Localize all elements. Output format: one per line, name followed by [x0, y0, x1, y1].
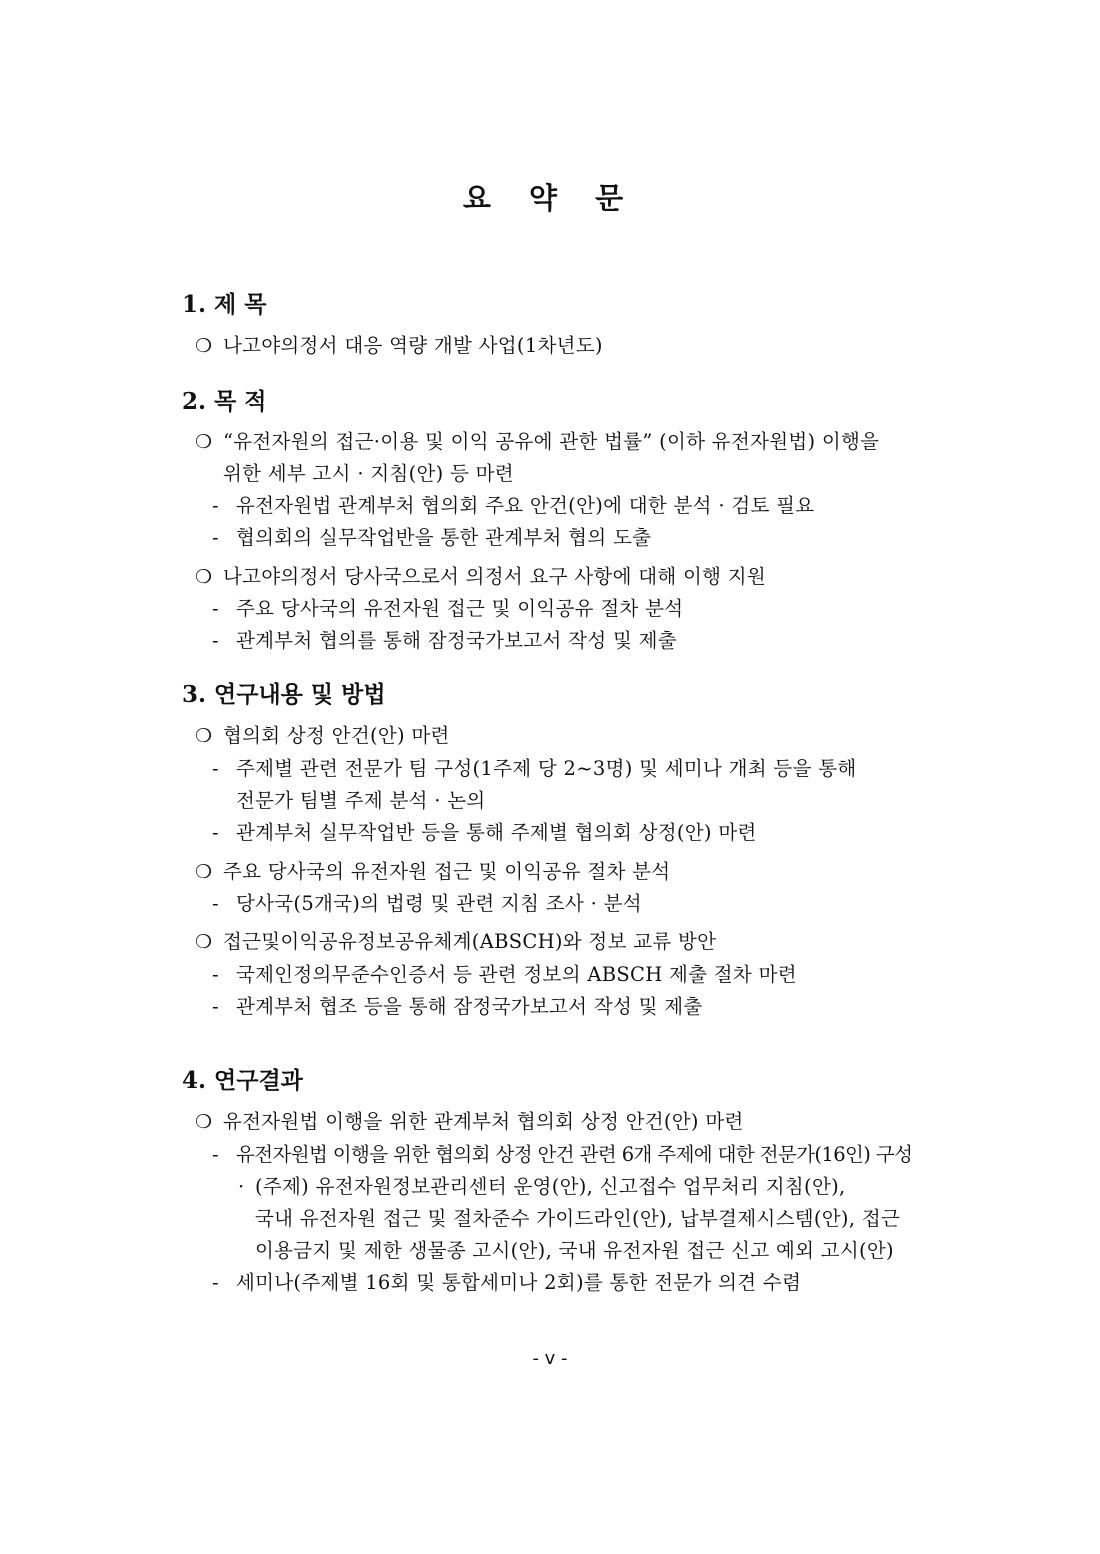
- list-item: ❍ 유전자원법 이행을 위한 관계부처 협의회 상정 안건(안) 마련: [195, 1110, 744, 1133]
- sub-list-item: - 당사국(5개국)의 법령 및 관련 지침 조사 · 분석: [212, 892, 642, 915]
- circle-bullet-icon: ❍: [195, 1111, 213, 1133]
- circle-bullet-icon: ❍: [195, 566, 213, 588]
- sub-list-item: - 관계부처 협조 등을 통해 잠정국가보고서 작성 및 제출: [212, 995, 703, 1018]
- detail-item: · (주제) 유전자원정보관리센터 운영(안), 신고접수 업무처리 지침(안),: [238, 1175, 846, 1198]
- sub-list-item: - 관계부처 실무작업반 등을 통해 주제별 협의회 상정(안) 마련: [212, 821, 757, 844]
- dash-bullet-icon: -: [212, 494, 219, 517]
- sub-list-item: - 세미나(주제별 16회 및 통합세미나 2회)를 통한 전문가 의견 수렴: [212, 1271, 802, 1294]
- list-item: ❍ 나고야의정서 당사국으로서 의정서 요구 사항에 대해 이행 지원: [195, 565, 767, 588]
- dash-bullet-icon: -: [212, 1143, 218, 1166]
- dash-bullet-icon: -: [212, 1271, 219, 1294]
- dash-bullet-icon: -: [212, 629, 219, 652]
- page-number: - v -: [532, 1348, 568, 1369]
- list-item: ❍ 접근및이익공유정보공유체계(ABSCH)와 정보 교류 방안: [195, 930, 717, 953]
- dash-bullet-icon: -: [212, 597, 219, 620]
- dash-bullet-icon: -: [212, 526, 219, 549]
- list-item-continuation: 위한 세부 고시 · 지침(안) 등 마련: [223, 462, 514, 485]
- sub-list-item: - 관계부처 협의를 통해 잠정국가보고서 작성 및 제출: [212, 629, 677, 652]
- section-heading-title: 1. 제 목: [182, 291, 267, 318]
- page-title: 요 약 문: [462, 181, 638, 215]
- list-item: ❍ 주요 당사국의 유전자원 접근 및 이익공유 절차 분석: [195, 860, 671, 883]
- circle-bullet-icon: ❍: [195, 725, 213, 747]
- sub-list-item: - 국제인정의무준수인증서 등 관련 정보의 ABSCH 제출 절차 마련: [212, 963, 797, 986]
- sub-list-item: - 유전자원법 이행을 위한 협의회 상정 안건 관련 6개 주제에 대한 전문가(16인) 구성: [212, 1143, 913, 1166]
- list-item: ❍ “유전자원의 접근·이용 및 이익 공유에 관한 법률” (이하 유전자원법) 이행을: [195, 430, 880, 453]
- sub-list-item-continuation: 전문가 팀별 주제 분석 · 논의: [236, 789, 486, 812]
- list-item: ❍ 협의회 상정 안건(안) 마련: [195, 724, 450, 747]
- dash-bullet-icon: -: [212, 892, 219, 915]
- dash-bullet-icon: -: [212, 757, 219, 780]
- detail-item-continuation: 이용금지 및 제한 생물종 고시(안), 국내 유전자원 접근 신고 예외 고시(안): [255, 1239, 894, 1262]
- middle-dot-bullet-icon: ·: [238, 1175, 245, 1198]
- circle-bullet-icon: ❍: [195, 931, 213, 953]
- sub-list-item: - 주제별 관련 전문가 팀 구성(1주제 당 2~3명) 및 세미나 개최 등을 통해: [212, 757, 857, 780]
- list-item: ❍ 나고야의정서 대응 역량 개발 사업(1차년도): [195, 334, 603, 357]
- sub-list-item: - 주요 당사국의 유전자원 접근 및 이익공유 절차 분석: [212, 597, 684, 620]
- section-heading-results: 4. 연구결과: [182, 1067, 303, 1094]
- sub-list-item: - 유전자원법 관계부처 협의회 주요 안건(안)에 대한 분석 · 검토 필요: [212, 494, 815, 517]
- circle-bullet-icon: ❍: [195, 335, 213, 357]
- circle-bullet-icon: ❍: [195, 861, 213, 883]
- dash-bullet-icon: -: [212, 963, 219, 986]
- sub-list-item: - 협의회의 실무작업반을 통한 관계부처 협의 도출: [212, 526, 652, 549]
- dash-bullet-icon: -: [212, 821, 219, 844]
- circle-bullet-icon: ❍: [195, 431, 213, 453]
- section-heading-purpose: 2. 목 적: [182, 388, 267, 415]
- detail-item-continuation: 국내 유전자원 접근 및 절차준수 가이드라인(안), 납부결제시스템(안), 접근: [255, 1207, 901, 1230]
- dash-bullet-icon: -: [212, 995, 219, 1018]
- section-heading-methods: 3. 연구내용 및 방법: [182, 681, 386, 708]
